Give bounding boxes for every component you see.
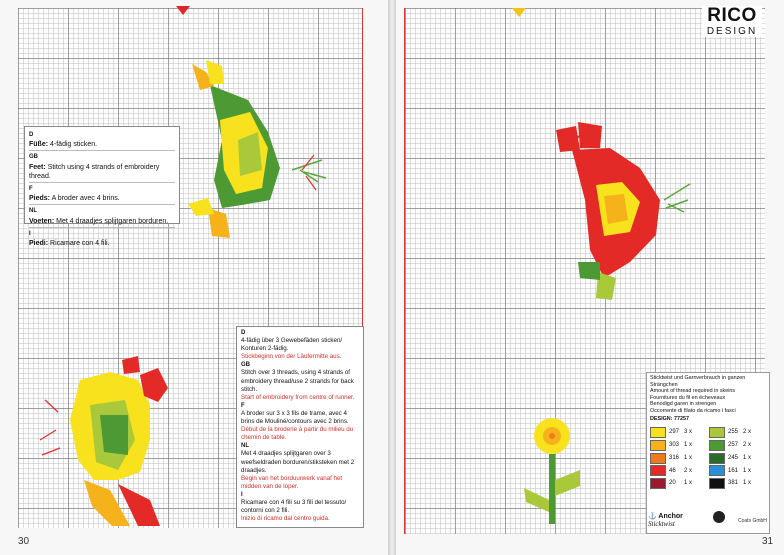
thread-number: 303 <box>669 442 680 449</box>
row-label: Piedi: <box>29 240 49 248</box>
color-swatch <box>709 478 725 489</box>
skein-count: 1 x <box>684 480 693 487</box>
color-swatch <box>709 440 725 451</box>
color-swatch <box>650 453 666 464</box>
anchor-sub: Sticktwist <box>648 520 675 528</box>
feet-instructions <box>24 126 180 248</box>
skein-count: 1 x <box>684 442 693 449</box>
thread-number: 46 <box>669 467 676 474</box>
lang-code: NL <box>29 208 37 215</box>
legend-item <box>709 439 766 452</box>
section-note: Inizio di ricamo dal centro guida. <box>241 515 330 523</box>
legend-item <box>650 465 707 478</box>
legend-line: Benodigd garen in strengen <box>650 401 717 408</box>
lang-code: D <box>241 330 246 336</box>
thread-number: 245 <box>728 454 739 461</box>
skein-count: 1 x <box>743 454 752 461</box>
brand-sub: DESIGN <box>706 26 758 37</box>
section-text: Met 4 draadjes splijtgaren over 3 weefseldraden borduren/stiksteken met 2 draadjes. <box>241 450 355 474</box>
thread-number: 161 <box>728 467 739 474</box>
legend-line: Occorrente di filato da ricamo i fasci <box>650 407 736 414</box>
legend-column-right <box>709 426 766 490</box>
legend-item <box>709 477 766 490</box>
color-swatch <box>709 465 725 476</box>
page-number-left: 30 <box>18 536 30 547</box>
skein-count: 1 x <box>684 454 693 461</box>
section-note: Start of embroidery from centre of runner. <box>241 393 355 401</box>
section-note: Stickbeginn von der Läufermitte aus. <box>241 353 342 361</box>
row-text: Met 4 draadjes splijtgaren borduren. <box>56 217 169 225</box>
lang-code: GB <box>241 362 250 369</box>
skein-count: 2 x <box>743 442 752 449</box>
row-label: Voeten: <box>29 217 55 225</box>
rico-design-logo <box>702 6 762 37</box>
legend-column-left <box>650 426 707 490</box>
color-swatch <box>650 478 666 489</box>
color-swatch <box>709 453 725 464</box>
skein-count: 1 x <box>743 467 752 474</box>
anchor-logo <box>648 512 683 528</box>
thread-number: 297 <box>669 429 680 436</box>
row-label: Feet: <box>29 163 46 171</box>
chicken-motif-bottom <box>40 356 168 526</box>
lang-code: NL <box>241 443 249 450</box>
skein-count: 3 x <box>684 429 693 436</box>
row-label: Pieds: <box>29 195 51 203</box>
color-swatch <box>650 427 666 438</box>
section-text: 4-fädig über 3 Gewebefäden sticken/ Konturen 2-fädig. <box>241 337 343 353</box>
legend-item <box>650 452 707 465</box>
color-swatch <box>650 440 666 451</box>
section-note: Début de la broderie à partir du milieu du chemin de table. <box>241 426 354 442</box>
brand-name: RICO <box>707 5 757 26</box>
legend-item <box>709 426 766 439</box>
skein-count: 2 x <box>684 467 693 474</box>
section-text: Ricamare con 4 fili su 3 fili del tessuto/ contorni con 2 fili. <box>241 498 347 515</box>
row-text: 4-fädig sticken. <box>50 141 98 149</box>
design-number: DESIGN: 77257 <box>650 415 689 422</box>
lang-code: I <box>241 491 243 498</box>
legend-item <box>709 465 766 478</box>
legend-line: Amount of thread required in skeins <box>650 388 736 395</box>
page-number-right: 31 <box>762 536 774 547</box>
anchor-icon: ⚓ <box>648 513 657 520</box>
color-swatch <box>650 465 666 476</box>
section-note: Begin van het borduurwerk vanaf het midden van de loper. <box>241 474 343 490</box>
section-text: A broder sur 3 x 3 fils de trame, avec 4 brins de Mouliné/contours avec 2 brins. <box>241 409 349 426</box>
thread-number: 316 <box>669 454 680 461</box>
anchor-brand: Anchor <box>658 513 683 520</box>
legend-item <box>650 439 707 452</box>
thread-number: 381 <box>728 480 739 487</box>
legend-line: Sticktwist und Garnverbrauch in ganzen <box>650 375 746 381</box>
red-bird-motif <box>556 122 690 300</box>
row-text: Stitch using 4 strands of embroidery thread. <box>29 163 160 180</box>
thread-legend <box>646 372 770 534</box>
lang-code: F <box>241 402 245 409</box>
stitching-instructions <box>236 326 364 528</box>
legend-item <box>650 426 707 439</box>
section-text: Stitch over 3 threads, using 4 strands of embroidery thread/use 2 strands for back stitch. <box>241 369 354 393</box>
flower-motif <box>524 418 580 524</box>
coats-badge-icon <box>713 511 725 523</box>
lang-code: D <box>29 132 34 138</box>
lang-code: I <box>29 230 31 237</box>
legend-line: Fournitures du fil en écheveaux <box>650 394 726 401</box>
row-text: A broder avec 4 brins. <box>51 195 120 203</box>
color-swatch <box>709 427 725 438</box>
row-label: Füße: <box>29 141 49 149</box>
skein-count: 2 x <box>743 429 752 436</box>
legend-line: Strängchen <box>650 381 678 388</box>
lang-code: GB <box>29 154 38 161</box>
legend-item <box>650 477 707 490</box>
legend-item <box>709 452 766 465</box>
coats-label: Coats GmbH <box>738 518 767 524</box>
bird-motif-top <box>188 60 326 238</box>
thread-number: 20 <box>669 480 676 487</box>
thread-number: 255 <box>728 429 739 436</box>
thread-number: 257 <box>728 442 739 449</box>
lang-code: F <box>29 186 33 193</box>
row-text: Ricamare con 4 fili. <box>50 240 110 248</box>
skein-count: 1 x <box>743 480 752 487</box>
